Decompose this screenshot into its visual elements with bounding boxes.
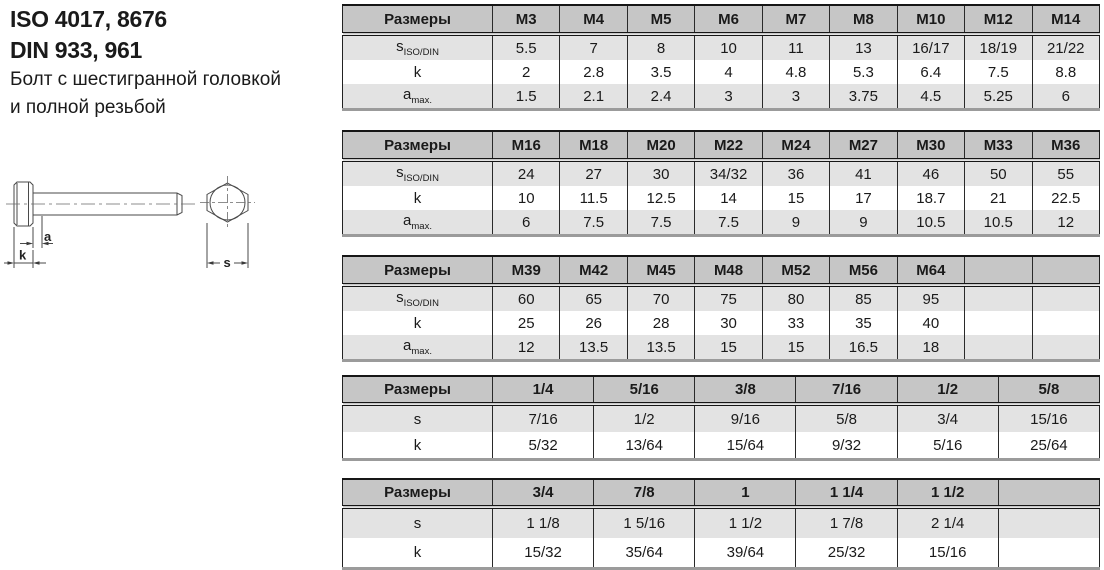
table-cell: 9/16 [695,404,796,432]
table-cell: 10.5 [965,210,1032,236]
size-column-header: M27 [830,131,897,160]
row-label-a: $a_{max.}$ [343,210,493,236]
table-cell: 1/2 [594,404,695,432]
row-label-k: k [343,311,493,335]
table-cell: 24 [493,160,560,186]
table-corner-label: Размеры [343,131,493,160]
size-column-header: 1/4 [493,376,594,404]
size-column-header: M14 [1032,5,1100,34]
table-cell: 6.4 [897,60,964,84]
size-column-header: M3 [493,5,560,34]
table-cell: 18/19 [965,34,1032,60]
size-column-header: 7/16 [796,376,897,404]
product-description-line1: Болт с шестигранной головкой [10,69,281,90]
size-column-header: M45 [627,256,694,285]
table-cell: 7 [560,34,627,60]
table-cell: 15 [762,186,829,210]
size-table-inch-large [342,478,1100,570]
dimension-a-label: a [44,229,52,244]
size-column-header: M56 [830,256,897,285]
table-cell: 1 5/16 [594,507,695,538]
standard-title-iso: ISO 4017, 8676 [10,6,167,32]
row-label-s: s [343,507,493,538]
size-table [342,375,1100,461]
table-cell: 34/32 [695,160,762,186]
table-corner-label: Размеры [343,376,493,404]
table-row [343,186,1100,210]
table-row [343,507,1100,538]
size-table-inch-small [342,375,1100,461]
table-cell: 3/4 [897,404,998,432]
table-row [343,311,1100,335]
size-table [342,130,1100,237]
size-column-header: M48 [695,256,762,285]
table-cell: 15 [762,335,829,361]
size-column-header: M20 [627,131,694,160]
size-column-header: M52 [762,256,829,285]
table-cell: 1.5 [493,84,560,110]
table-row [343,60,1100,84]
row-label-s: $s_{ISO/DIN}$ [343,285,493,311]
table-cell: 10.5 [897,210,964,236]
table-cell: 25/64 [998,432,1099,460]
size-column-header [965,256,1032,285]
table-cell: 12.5 [627,186,694,210]
table-row [343,210,1100,236]
table-cell: 18 [897,335,964,361]
table-cell [1032,335,1100,361]
dimension-s-label: s [223,255,231,270]
table-cell: 5/16 [897,432,998,460]
table-cell: 35/64 [594,538,695,569]
table-cell [998,507,1099,538]
table-cell: 25 [493,311,560,335]
table-cell: 11.5 [560,186,627,210]
table-cell: 35 [830,311,897,335]
table-cell: 6 [493,210,560,236]
size-column-header: 5/16 [594,376,695,404]
product-description-line2: и полной резьбой [10,97,166,118]
table-cell: 21/22 [1032,34,1100,60]
table-cell: 30 [695,311,762,335]
table-cell: 80 [762,285,829,311]
size-column-header: 1 [695,479,796,507]
size-table [342,478,1100,570]
table-cell: 7.5 [560,210,627,236]
table-cell: 15/16 [998,404,1099,432]
table-cell: 26 [560,311,627,335]
table-cell: 15/64 [695,432,796,460]
standard-title-din: DIN 933, 961 [10,37,142,63]
table-cell: 36 [762,160,829,186]
table-cell: 11 [762,34,829,60]
table-cell: 25/32 [796,538,897,569]
row-label-a: $a_{max.}$ [343,84,493,110]
row-label-k: k [343,538,493,569]
table-row [343,335,1100,361]
table-cell [1032,285,1100,311]
table-cell: 46 [897,160,964,186]
table-cell: 17 [830,186,897,210]
table-cell: 5.5 [493,34,560,60]
size-column-header: M6 [695,5,762,34]
table-cell: 9 [762,210,829,236]
table-cell: 1 1/8 [493,507,594,538]
size-column-header: M33 [965,131,1032,160]
table-cell: 8.8 [1032,60,1100,84]
table-cell: 5.3 [830,60,897,84]
title-block [10,4,340,122]
table-cell: 39/64 [695,538,796,569]
table-cell: 85 [830,285,897,311]
table-cell [965,335,1032,361]
table-cell: 27 [560,160,627,186]
row-label-k: k [343,60,493,84]
table-cell: 2.8 [560,60,627,84]
table-corner-label: Размеры [343,256,493,285]
size-column-header: M5 [627,5,694,34]
table-cell: 1 1/2 [695,507,796,538]
dimension-k-label: k [19,247,27,263]
dimension-s [207,223,248,270]
table-cell: 3.5 [627,60,694,84]
table-cell: 30 [627,160,694,186]
table-cell: 55 [1032,160,1100,186]
table-cell: 15 [695,335,762,361]
size-column-header: M8 [830,5,897,34]
table-cell: 4 [695,60,762,84]
table-cell: 95 [897,285,964,311]
table-cell: 7/16 [493,404,594,432]
row-label-s: $s_{ISO/DIN}$ [343,34,493,60]
row-label-k: k [343,432,493,460]
bolt-head-view [200,176,255,229]
size-column-header: 3/8 [695,376,796,404]
bolt-side-view [6,182,196,226]
size-column-header: 1 1/2 [897,479,998,507]
table-cell: 33 [762,311,829,335]
size-column-header: M39 [493,256,560,285]
table-row [343,34,1100,60]
table-row [343,538,1100,569]
size-column-header: 1/2 [897,376,998,404]
table-cell: 10 [493,186,560,210]
table-row [343,285,1100,311]
table-cell: 15/32 [493,538,594,569]
table-cell: 6 [1032,84,1100,110]
table-row [343,160,1100,186]
size-column-header: M30 [897,131,964,160]
table-cell: 60 [493,285,560,311]
table-cell: 4.8 [762,60,829,84]
table-cell: 2.4 [627,84,694,110]
table-cell [998,538,1099,569]
table-cell: 50 [965,160,1032,186]
table-cell: 7.5 [627,210,694,236]
size-table-metric-m39-m64 [342,255,1100,362]
table-corner-label: Размеры [343,5,493,34]
table-cell: 2.1 [560,84,627,110]
table-cell: 75 [695,285,762,311]
table-cell: 2 1/4 [897,507,998,538]
size-table-metric-m16-m36 [342,130,1100,237]
size-column-header: M42 [560,256,627,285]
dimension-a [20,216,53,248]
size-table [342,4,1100,111]
table-cell: 13 [830,34,897,60]
table-cell: 1 7/8 [796,507,897,538]
size-column-header: 1 1/4 [796,479,897,507]
size-column-header: M36 [1032,131,1100,160]
table-cell: 40 [897,311,964,335]
table-cell: 70 [627,285,694,311]
table-cell: 22.5 [1032,186,1100,210]
table-cell: 5.25 [965,84,1032,110]
table-cell [965,285,1032,311]
size-column-header: M10 [897,5,964,34]
size-column-header [998,479,1099,507]
size-column-header: M7 [762,5,829,34]
table-cell: 9 [830,210,897,236]
table-cell: 5/32 [493,432,594,460]
table-cell: 12 [493,335,560,361]
table-cell: 3 [695,84,762,110]
table-row [343,404,1100,432]
table-cell: 12 [1032,210,1100,236]
size-table [342,255,1100,362]
row-label-s: s [343,404,493,432]
table-cell: 65 [560,285,627,311]
table-cell: 10 [695,34,762,60]
row-label-s: $s_{ISO/DIN}$ [343,160,493,186]
size-column-header: M24 [762,131,829,160]
table-cell: 2 [493,60,560,84]
size-column-header: M22 [695,131,762,160]
size-column-header: 3/4 [493,479,594,507]
table-cell: 16.5 [830,335,897,361]
table-row [343,84,1100,110]
table-cell: 14 [695,186,762,210]
table-cell: 28 [627,311,694,335]
table-cell: 7.5 [695,210,762,236]
table-cell [1032,311,1100,335]
size-column-header: 7/8 [594,479,695,507]
size-column-header: M12 [965,5,1032,34]
table-cell: 9/32 [796,432,897,460]
table-cell: 4.5 [897,84,964,110]
size-column-header: M4 [560,5,627,34]
table-cell: 41 [830,160,897,186]
row-label-k: k [343,186,493,210]
size-column-header: 5/8 [998,376,1099,404]
table-cell: 16/17 [897,34,964,60]
size-column-header [1032,256,1100,285]
table-cell: 13.5 [560,335,627,361]
size-table-metric-m3-m14 [342,4,1100,111]
row-label-a: $a_{max.}$ [343,335,493,361]
table-cell: 7.5 [965,60,1032,84]
dimension-k [4,227,46,268]
table-cell: 21 [965,186,1032,210]
size-column-header: M64 [897,256,964,285]
size-tables-area [342,0,1100,566]
table-cell [965,311,1032,335]
table-cell: 15/16 [897,538,998,569]
bolt-technical-drawing [4,170,266,274]
table-cell: 5/8 [796,404,897,432]
table-cell: 13/64 [594,432,695,460]
table-cell: 18.7 [897,186,964,210]
table-corner-label: Размеры [343,479,493,507]
size-column-header: M16 [493,131,560,160]
table-row [343,432,1100,460]
table-cell: 3 [762,84,829,110]
table-cell: 8 [627,34,694,60]
table-cell: 3.75 [830,84,897,110]
size-column-header: M18 [560,131,627,160]
table-cell: 13.5 [627,335,694,361]
